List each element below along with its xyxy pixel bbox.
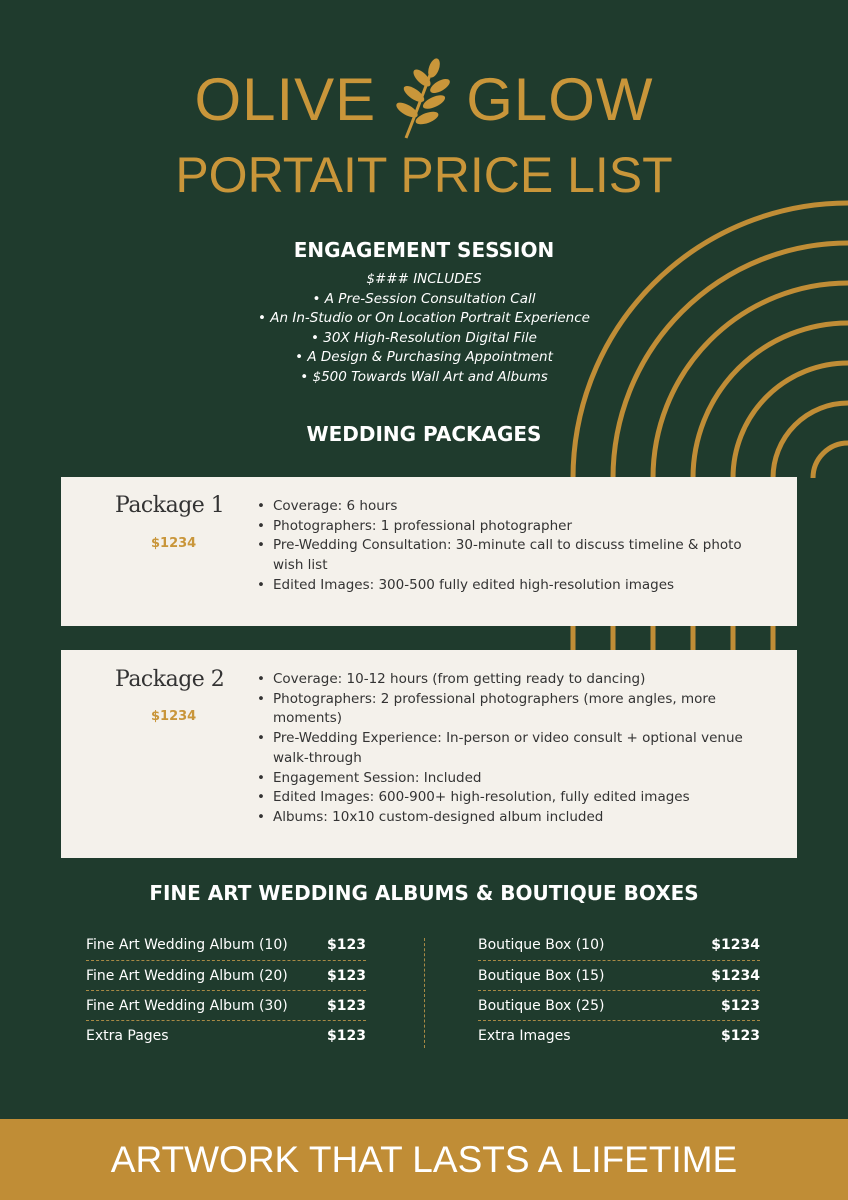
item-price: $123: [721, 1027, 760, 1044]
package-name: Package 2: [115, 667, 225, 692]
feature-item: • Edited Images: 600-900+ high-resolution, fully edited images: [257, 788, 757, 808]
brand-name-left: OLIVE: [194, 65, 377, 133]
item-label: Fine Art Wedding Album (30): [86, 997, 288, 1014]
item-price: $123: [327, 937, 366, 953]
feature-item: • Photographers: 2 professional photographers (more angles, more moments): [257, 690, 757, 729]
item-label: Boutique Box (15): [478, 967, 605, 984]
item-label: Fine Art Wedding Album (10): [86, 937, 288, 953]
include-item: • 30X High-Resolution Digital File: [311, 329, 537, 346]
engagement-title: ENGAGEMENT SESSION: [293, 238, 555, 262]
feature-item: • Coverage: 6 hours: [257, 497, 757, 517]
column-divider: [424, 938, 425, 1048]
include-item: • $500 Towards Wall Art and Albums: [300, 368, 548, 385]
albums-list-left: [86, 930, 366, 1050]
wedding-packages-title: WEDDING PACKAGES: [306, 422, 542, 446]
feature-item: • Coverage: 10-12 hours (from getting ready to dancing): [257, 670, 757, 690]
package-features: [257, 670, 757, 828]
price-row: [478, 930, 760, 960]
item-price: $1234: [711, 937, 760, 953]
item-price: $123: [327, 1027, 366, 1044]
item-price: $1234: [711, 967, 760, 984]
price-row: [478, 960, 760, 990]
includes-label: $### INCLUDES: [366, 271, 482, 287]
footer-tagline: ARTWORK THAT LASTS A LIFETIME: [110, 1138, 738, 1180]
include-item: • An In-Studio or On Location Portrait Experience: [258, 310, 590, 326]
package-features: [257, 497, 757, 596]
price-row: [478, 990, 760, 1020]
package-card-2: [61, 650, 797, 858]
include-item: • A Pre-Session Consultation Call: [312, 290, 536, 307]
feature-item: • Pre-Wedding Experience: In-person or video consult + optional venue walk-through: [257, 729, 757, 768]
olive-branch-icon: [386, 58, 456, 140]
engagement-includes: [0, 270, 848, 387]
item-label: Extra Images: [478, 1027, 571, 1044]
feature-item: • Pre-Wedding Consultation: 30-minute call to discuss timeline & photo wish list: [257, 536, 757, 575]
feature-item: • Albums: 10x10 custom-designed album included: [257, 808, 757, 828]
price-row: [86, 990, 366, 1020]
price-row: [86, 1020, 366, 1050]
package-price: $1234: [151, 709, 197, 724]
package-price: $1234: [151, 536, 197, 551]
albums-title: FINE ART WEDDING ALBUMS & BOUTIQUE BOXES: [149, 881, 699, 905]
brand-logo: [0, 58, 848, 140]
feature-item: • Engagement Session: Included: [257, 769, 757, 789]
include-item: • A Design & Purchasing Appointment: [295, 349, 553, 365]
feature-item: • Photographers: 1 professional photographer: [257, 517, 757, 537]
item-price: $123: [327, 997, 366, 1014]
item-label: Fine Art Wedding Album (20): [86, 967, 288, 984]
item-label: Boutique Box (25): [478, 997, 605, 1014]
item-price: $123: [327, 967, 366, 984]
item-label: Boutique Box (10): [478, 937, 605, 953]
package-card-1: [61, 477, 797, 626]
albums-list-right: [478, 930, 760, 1050]
item-price: $123: [721, 997, 760, 1014]
package-name: Package 1: [115, 493, 225, 518]
feature-item: • Edited Images: 300-500 fully edited high-resolution images: [257, 576, 757, 596]
footer-banner: [0, 1119, 848, 1200]
price-row: [478, 1020, 760, 1050]
price-row: [86, 930, 366, 960]
brand-name-right: GLOW: [466, 65, 654, 133]
item-label: Extra Pages: [86, 1027, 169, 1044]
price-row: [86, 960, 366, 990]
page-subtitle: PORTAIT PRICE LIST: [175, 147, 673, 203]
